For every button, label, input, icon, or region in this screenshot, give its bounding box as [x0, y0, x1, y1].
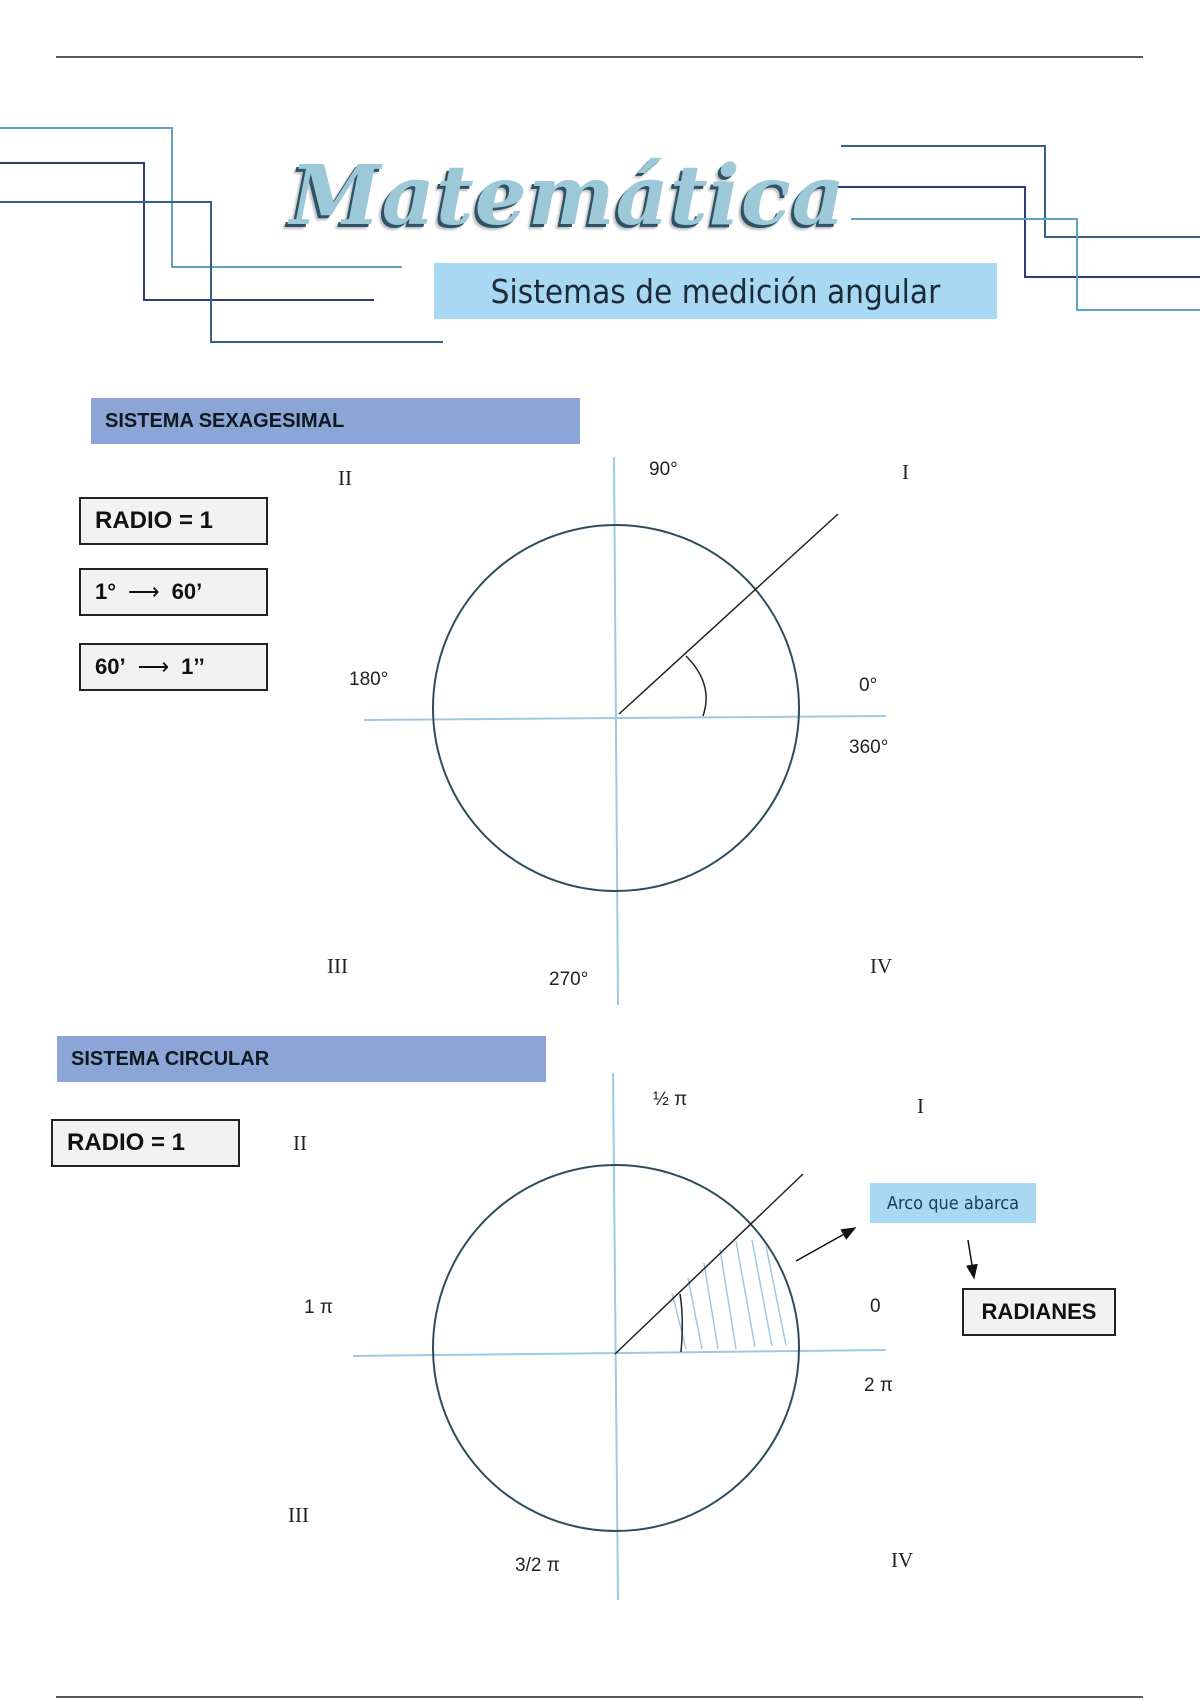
- conversion-from: 1°: [95, 579, 117, 604]
- arrow-to-radianes: [968, 1240, 974, 1278]
- label-90-degrees: 90°: [649, 459, 678, 480]
- label-0-degrees: 0°: [859, 675, 878, 696]
- arrow-right-icon: ⟶: [137, 654, 170, 679]
- conversion-to: 60’: [171, 579, 203, 604]
- section-title-sexagesimal: SISTEMA SEXAGESIMAL: [91, 398, 580, 444]
- vertical-axis: [613, 1073, 618, 1600]
- section-title-circular: SISTEMA CIRCULAR: [57, 1036, 546, 1082]
- arc-note-label: Arco que abarca: [870, 1183, 1036, 1223]
- arc-hatching: [672, 1240, 786, 1349]
- page-title: Matemática: [290, 148, 846, 244]
- label-one-pi: 1 π: [304, 1297, 333, 1318]
- radius-ray: [615, 1174, 803, 1354]
- quadrant-i: I: [902, 460, 909, 484]
- quadrant-i: I: [917, 1094, 924, 1118]
- label-180-degrees: 180°: [349, 669, 389, 690]
- quadrant-iv: IV: [870, 954, 893, 978]
- label-two-pi: 2 π: [864, 1375, 893, 1396]
- radius-label: RADIO = 1: [95, 507, 214, 534]
- label-three-halves-pi: 3/2 π: [515, 1555, 560, 1576]
- label-half-pi: ½ π: [653, 1089, 688, 1110]
- conversion-to: 1’’: [181, 654, 205, 679]
- conversion-from: 60’: [95, 654, 126, 679]
- quadrant-ii: II: [338, 466, 352, 490]
- quadrant-iii: III: [327, 954, 348, 978]
- radianes-box: RADIANES: [962, 1288, 1116, 1336]
- page-subtitle: Sistemas de medición angular: [434, 263, 997, 319]
- angle-arc: [680, 1294, 682, 1352]
- quadrant-iv: IV: [891, 1548, 914, 1572]
- label-270-degrees: 270°: [549, 969, 589, 990]
- arrow-right-icon: ⟶: [128, 579, 160, 604]
- quadrant-iii: III: [288, 1503, 309, 1527]
- radius-label: RADIO = 1: [67, 1129, 186, 1156]
- quadrant-ii: II: [293, 1131, 307, 1155]
- arrow-to-arc-note: [796, 1228, 855, 1261]
- label-360-degrees: 360°: [849, 737, 889, 758]
- label-zero: 0: [870, 1296, 881, 1317]
